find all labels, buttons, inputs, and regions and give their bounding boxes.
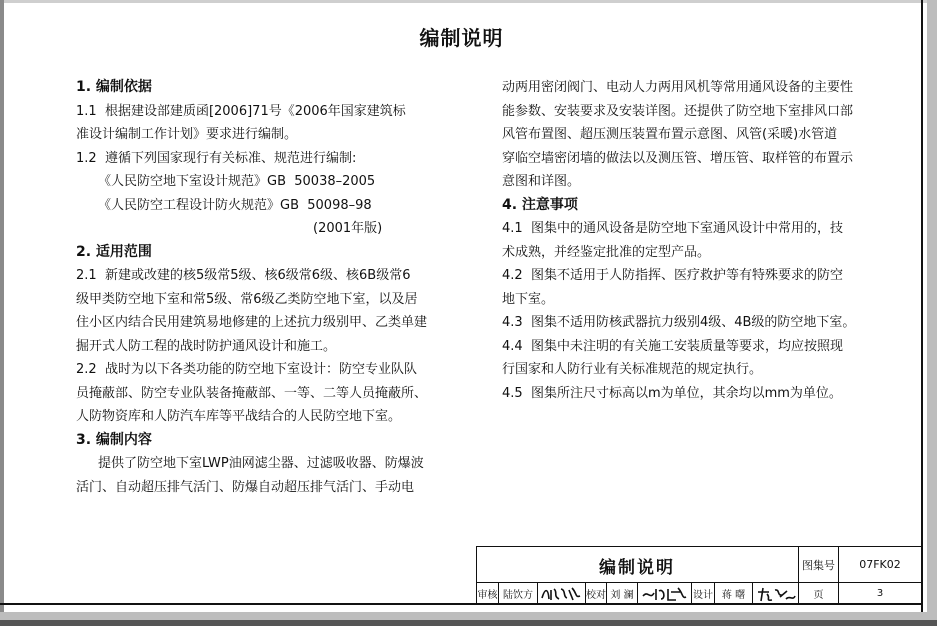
review-label: 审核 <box>477 589 498 601</box>
text-line: 4.1 图集中的通风设备是防空地下室通风设计中常用的，技 <box>502 221 843 236</box>
check-label: 校对 <box>586 589 606 601</box>
frame-bottom-shadow <box>0 620 937 626</box>
text-line: 掘开式人防工程的战时防护通风设计和施工。 <box>76 338 337 354</box>
page-label: 页 <box>813 589 824 601</box>
text-line: 地下室。 <box>502 291 555 307</box>
text-line: 风管布置图、超压测压装置布置示意图、风管(采暖)水管道 <box>502 127 838 142</box>
text-line: 4.4 图集中未注明的有关施工安装质量等要求，均应按照现 <box>502 338 843 354</box>
reviewer-name: 陆饮方 <box>503 589 533 601</box>
text-line: 人防物资库和人防汽车库等平战结合的人民防空地下室。 <box>76 409 402 424</box>
text-line: 住小区内结合民用建筑易地修建的上述抗力级别甲、乙类单建 <box>76 315 428 330</box>
text-line: (2001年版) <box>313 221 383 236</box>
section-heading: 3. 编制内容 <box>76 431 152 448</box>
left-text-column <box>76 76 440 499</box>
atlas-number-label: 图集号 <box>802 558 835 572</box>
title-block-cell-line <box>537 583 538 603</box>
checker-name: 刘 澜 <box>610 589 634 601</box>
title-block-cell-line <box>637 583 638 603</box>
text-line: 4.3 图集不适用防核武器抗力级别4级、4B级的防空地下室。 <box>502 315 856 330</box>
text-line: 穿临空墙密闭墙的做法以及测压管、增压管、取样管的布置示 <box>502 150 854 166</box>
text-line: 活门、自动超压排气活门、防爆自动超压排气活门、手动电 <box>76 479 415 495</box>
text-line: 4.5 图集所注尺寸标高以m为单位，其余均以mm为单位。 <box>502 385 842 401</box>
title-block-cell-line <box>752 583 753 603</box>
text-line: 2.2 战时为以下各类功能的防空地下室设计：防空专业队队 <box>76 362 417 377</box>
designer-name: 蒋 曙 <box>721 589 746 601</box>
title-block-title: 编制说明 <box>599 557 675 578</box>
text-line: 意图和详图。 <box>502 174 581 189</box>
text-line: 4.2 图集不适用于人防指挥、医疗救护等有特殊要求的防空 <box>502 268 843 283</box>
text-line: 行国家和人防行业有关标准规范的规定执行。 <box>502 362 763 377</box>
text-line: 1.1 根据建设部建质函[2006]71号《2006年国家建筑标 <box>76 103 406 119</box>
atlas-number: 07FK02 <box>859 558 901 571</box>
section-heading: 2. 适用范围 <box>76 243 152 260</box>
right-text-column <box>502 76 872 405</box>
text-line: 员掩蔽部、防空专业队装备掩蔽部、一等、二等人员掩蔽所、 <box>76 385 428 401</box>
text-line: 提供了防空地下室LWP油网滤尘器、过滤吸收器、防爆波 <box>98 456 424 471</box>
page-title: 编制说明 <box>419 26 504 50</box>
title-block <box>476 546 922 604</box>
section-heading: 1. 编制依据 <box>76 79 152 95</box>
text-line: 1.2 遵循下列国家现行有关标准、规范进行编制: <box>76 150 357 166</box>
text-line: 级甲类防空地下室和常5级、常6级乙类防空地下室，以及居 <box>76 291 418 307</box>
text-line: 动两用密闭阀门、电动人力两用风机等常用通风设备的主要性 <box>502 80 854 95</box>
frame-right-border <box>921 0 923 612</box>
text-line: 准设计编制工作计划》要求进行编制。 <box>76 127 298 142</box>
checker-signature <box>640 584 689 604</box>
designer-signature <box>755 584 797 604</box>
text-line: 《人民防空工程设计防火规范》GB 50098–98 <box>98 197 372 213</box>
text-line: 《人民防空地下室设计规范》GB 50038–2005 <box>98 174 376 189</box>
text-line: 2.1 新建或改建的核5级常5级、核6级常6级、核6B级常6 <box>76 268 411 283</box>
text-line: 术成熟，并经鉴定批准的定型产品。 <box>502 244 711 260</box>
design-label: 设计 <box>693 589 713 601</box>
frame-top-edge <box>0 0 937 3</box>
section-heading: 4. 注意事项 <box>502 196 578 213</box>
text-line: 能参数、安装要求及安装详图。还提供了防空地下室排风口部 <box>502 103 854 119</box>
reviewer-signature <box>539 584 583 604</box>
frame-right-edge <box>927 0 937 626</box>
frame-left-edge <box>0 0 4 626</box>
page-number: 3 <box>876 587 884 599</box>
